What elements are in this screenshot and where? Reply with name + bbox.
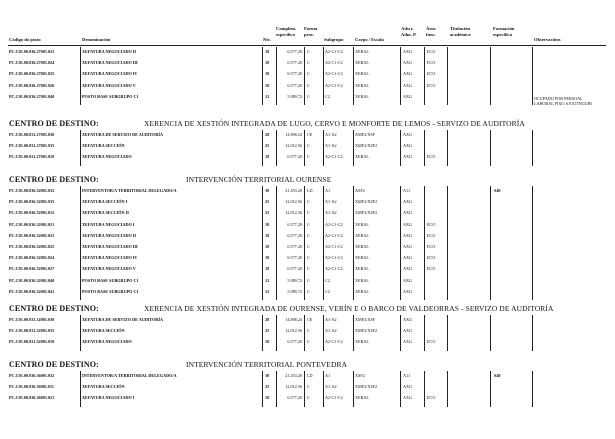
cell-denominacion: XEFATURA NEGOCIADO III [82, 244, 138, 249]
column-rule [304, 130, 305, 166]
column-rule [447, 315, 448, 351]
cell-code: PC.C01.00.036.27001.025 [9, 71, 55, 77]
cell-subgrupo: A2-C1-C2 [325, 60, 343, 66]
column-rule [276, 371, 277, 407]
cell-corpo: XMF2/XSF2 [355, 384, 378, 390]
cell-area: ECO [427, 255, 436, 261]
cell-area: ECO [427, 266, 436, 272]
cell-code: PC.C01.00.036.32001.040 [9, 277, 55, 283]
cell-code: PC.C01.00.036.27001.023 [9, 49, 55, 54]
column-rule [262, 130, 263, 166]
cell-complemento: 12.012,56 [285, 210, 302, 216]
cell-code: PC.C01.00.036.32001.024 [9, 255, 55, 261]
cell-corpo: XSF2 [355, 373, 365, 378]
cell-complemento: 6.577,20 [287, 49, 302, 54]
cell-adscricion: AXG [403, 395, 413, 401]
cell-corpo: XMF2/XSF2 [355, 210, 378, 216]
cell-nivel: 25 [265, 210, 270, 216]
cell-adscricion: AXG [403, 277, 413, 283]
cell-corpo: XERAL [355, 60, 369, 66]
column-rule [400, 371, 401, 407]
cell-complemento: 21.453,20 [285, 188, 302, 193]
section-label: CENTRO DE DESTINO: [9, 360, 99, 369]
cell-nivel: 30 [265, 188, 270, 193]
cell-denominacion: XEFATURA NEGOCIADO [82, 154, 132, 160]
cell-subgrupo: A2-C1-C2 [325, 244, 343, 249]
cell-nivel: 25 [265, 199, 270, 205]
cell-subgrupo: A2-C1-C2 [325, 395, 343, 401]
cell-forma: C [307, 266, 310, 272]
column-rule [490, 130, 491, 166]
cell-nivel: 25 [265, 143, 270, 149]
cell-subgrupo: A2-C1-C2 [325, 49, 343, 54]
cell-adscricion: AXG [403, 221, 413, 227]
cell-nivel: 18 [265, 60, 270, 66]
cell-complemento: 6.577,20 [287, 395, 302, 401]
column-rule [304, 315, 305, 351]
cell-complemento: 6.577,20 [287, 244, 302, 249]
cell-complemento: 6.577,20 [287, 154, 302, 160]
cell-complemento: 14.898,24 [285, 132, 302, 137]
cell-complemento: 6.577,20 [287, 339, 302, 345]
cell-area: ECO [427, 395, 436, 401]
cell-denominacion: XEFATURA NEGOCIADO V [82, 266, 136, 272]
cell-subgrupo: C2 [325, 288, 330, 294]
cell-subgrupo: A2-C1-C2 [325, 266, 343, 272]
column-rule [304, 47, 305, 105]
cell-nivel: 18 [265, 49, 270, 54]
header-corpo: Corpo / Escala [355, 37, 384, 42]
cell-code: PC.C01.00.031.32001.030 [9, 317, 55, 322]
cell-adscricion: AXG [403, 143, 413, 149]
cell-nivel: 18 [265, 71, 270, 77]
column-rule [304, 186, 305, 300]
cell-denominacion: XEFATURA NEGOCIADO V [82, 82, 136, 88]
cell-corpo: XMF2/XSF2 [355, 328, 378, 334]
cell-forma: C [307, 82, 310, 88]
column-rule [80, 315, 81, 351]
cell-subgrupo: A1-A2 [325, 199, 337, 205]
cell-subgrupo: C2 [325, 93, 330, 99]
cell-formacion: S40 [494, 188, 501, 193]
cell-code: PC.C01.00.036.32001.021 [9, 221, 55, 227]
cell-adscricion: AXG [403, 266, 413, 272]
cell-corpo: XMF2/XSF [355, 132, 376, 137]
cell-code: PC.C01.00.036.36001.011 [9, 384, 55, 390]
cell-code: PC.C01.00.036.32001.041 [9, 288, 55, 294]
header-formacion: Formación específica [493, 26, 515, 37]
cell-denominacion: XEFATURA SECCIÓN [82, 143, 125, 149]
cell-adscricion: AXG [403, 60, 413, 66]
column-rule [323, 47, 324, 105]
header-rule [8, 45, 606, 46]
cell-nivel: 25 [265, 328, 270, 334]
cell-subgrupo: A2-C1-C2 [325, 255, 343, 261]
column-rule [490, 371, 491, 407]
cell-nivel: 28 [265, 317, 270, 322]
column-rule [323, 315, 324, 351]
cell-nivel: 18 [265, 82, 270, 88]
column-rule [323, 186, 324, 300]
section-label: CENTRO DE DESTINO: [9, 119, 99, 128]
cell-code: PC.C01.00.036.32001.025 [9, 244, 55, 249]
cell-forma: C [307, 71, 310, 77]
cell-area: ECO [427, 339, 436, 345]
cell-complemento: 6.577,20 [287, 266, 302, 272]
header-observacions: Observacións [534, 37, 561, 42]
column-rule [447, 186, 448, 300]
column-rule [80, 130, 81, 166]
cell-adscricion: AXG [403, 93, 413, 99]
cell-subgrupo: A2-C1-C2 [325, 232, 343, 238]
cell-adscricion: AXG [403, 49, 413, 54]
cell-nivel: 28 [265, 132, 270, 137]
cell-code: PC.C01.00.036.32001.012 [9, 210, 55, 216]
cell-corpo: XERAL [355, 82, 369, 88]
cell-subgrupo: A1-A2 [325, 317, 337, 322]
cell-adscricion: AXG [403, 384, 413, 390]
cell-forma: C [307, 244, 310, 249]
column-rule [490, 186, 491, 300]
header-titulacion: Titulación académica [450, 26, 471, 37]
cell-corpo: XMF2/XSF2 [355, 199, 378, 205]
column-rule [447, 130, 448, 166]
cell-denominacion: XEFATURA NEGOCIADO IV [82, 71, 138, 77]
header-codigo: Código do posto [9, 37, 41, 42]
cell-area: ECO [427, 82, 436, 88]
column-rule [447, 47, 448, 105]
cell-nivel: 18 [265, 232, 270, 238]
cell-denominacion: POSTO BASE SUBGRUPO C1 [82, 288, 139, 294]
cell-nivel: 18 [265, 395, 270, 401]
cell-code: PC.C01.00.036.27001.024 [9, 60, 55, 66]
cell-subgrupo: A1 [325, 373, 331, 378]
header-area: Área func. [426, 26, 436, 37]
cell-corpo: XERAL [355, 154, 369, 160]
cell-corpo: XERAL [355, 232, 369, 238]
cell-adscricion: AXG [403, 232, 413, 238]
column-rule [532, 47, 533, 105]
cell-code: PC.C01.00.036.36001.021 [9, 395, 55, 401]
cell-complemento: 5.089,72 [287, 93, 302, 99]
column-rule [532, 130, 533, 166]
column-rule [276, 130, 277, 166]
cell-code: PC.C01.00.036.27001.040 [9, 93, 55, 99]
cell-code: PC.C01.00.036.32001.023 [9, 232, 55, 238]
cell-forma: C [307, 210, 310, 216]
cell-corpo: XERAL [355, 255, 369, 261]
cell-denominacion: XEFATURA NEGOCIADO [82, 339, 132, 345]
cell-area: ECO [427, 60, 436, 66]
cell-subgrupo: C2 [325, 277, 330, 283]
column-rule [80, 371, 81, 407]
cell-adscricion: AXG [403, 255, 413, 261]
cell-observacions: OCUPADO POR PERSOAL LABORAL FIXO A EXTINGUIR [534, 95, 592, 107]
cell-code: PC.C01.00.036.36001.032 [9, 373, 55, 378]
column-rule [80, 47, 81, 105]
cell-adscricion: AXG [403, 339, 413, 345]
cell-code: PC.C01.00.031.32001.035 [9, 328, 55, 334]
cell-complemento: 6.577,20 [287, 60, 302, 66]
column-rule [353, 47, 354, 105]
cell-corpo: XMF2/XSF2 [355, 143, 378, 149]
cell-denominacion: INTERVENTOR/A TERRITORIAL DELEGADO/A [82, 188, 177, 193]
cell-code: PC.C01.00.036.32001.035 [9, 199, 55, 205]
cell-nivel: 12 [265, 277, 270, 283]
cell-nivel: 18 [265, 266, 270, 272]
cell-denominacion: XEFATURA NEGOCIADO II [82, 232, 137, 238]
column-rule [532, 371, 533, 407]
cell-adscricion: AXG [403, 71, 413, 77]
cell-denominacion: XEFATURA NEGOCIADO IV [82, 255, 138, 261]
column-rule [424, 371, 425, 407]
header-adscricion: Adscr. Adm. P. [401, 26, 417, 37]
cell-forma: C [307, 232, 310, 238]
cell-denominacion: XEFATURA SECCIÓN II [82, 210, 129, 216]
cell-denominacion: XEFATURA DE SERVIZO DE AUDITORÍA [82, 132, 164, 137]
column-rule [424, 186, 425, 300]
column-rule [80, 186, 81, 300]
cell-forma: C [307, 49, 310, 54]
cell-corpo: XERAL [355, 288, 369, 294]
cell-forma: C [307, 328, 310, 334]
cell-forma: C [307, 277, 310, 283]
cell-code: PC.C01.00.031.27001.030 [9, 132, 55, 137]
cell-code: PC.C01.00.036.32001.027 [9, 266, 55, 272]
column-rule [532, 315, 533, 351]
cell-complemento: 5.089,72 [287, 288, 302, 294]
cell-corpo: XERAL [355, 93, 369, 99]
cell-corpo: XERAL [355, 339, 369, 345]
cell-code: PC.C01.00.031.27001.010 [9, 154, 55, 160]
column-rule [424, 130, 425, 166]
cell-subgrupo: A1-A2 [325, 328, 337, 334]
column-rule [424, 47, 425, 105]
cell-complemento: 12.012,56 [285, 384, 302, 390]
cell-denominacion: XEFATURA NEGOCIADO I [82, 221, 135, 227]
cell-code: PC.C01.00.031.32001.010 [9, 339, 55, 345]
cell-complemento: 6.577,20 [287, 71, 302, 77]
cell-subgrupo: A1-A2 [325, 210, 337, 216]
header-complemento: Complem. específico [276, 26, 297, 37]
cell-corpo: XERAL [355, 395, 369, 401]
cell-nivel: 30 [265, 373, 270, 378]
cell-denominacion: XEFATURA NEGOCIADO III [82, 60, 138, 66]
cell-denominacion: XEFATURA SECCIÓN [82, 384, 125, 390]
section-title: INTERVENCIÓN TERRITORIAL OURENSE [186, 175, 332, 184]
cell-subgrupo: A2-C1-C2 [325, 339, 343, 345]
column-rule [532, 186, 533, 300]
section-label: CENTRO DE DESTINO: [9, 175, 99, 184]
cell-complemento: 14.898,24 [285, 317, 302, 322]
cell-subgrupo: A2-C1-C2 [325, 154, 343, 160]
cell-complemento: 6.577,20 [287, 255, 302, 261]
column-rule [262, 371, 263, 407]
cell-adscricion: AXG [403, 210, 413, 216]
cell-corpo: XERAL [355, 71, 369, 77]
cell-complemento: 6.577,20 [287, 221, 302, 227]
cell-corpo: XMF2/XSF [355, 317, 376, 322]
cell-forma: LD [307, 373, 313, 378]
cell-nivel: 18 [265, 221, 270, 227]
cell-nivel: 12 [265, 288, 270, 294]
cell-nivel: 25 [265, 384, 270, 390]
column-rule [276, 47, 277, 105]
cell-corpo: XSF2 [355, 188, 365, 193]
column-rule [353, 186, 354, 300]
cell-nivel: 18 [265, 244, 270, 249]
header-denominacion: Denominación [82, 37, 111, 42]
column-rule [490, 47, 491, 105]
header-subgrupo: Subgrupo [324, 37, 344, 42]
cell-forma: C [307, 143, 310, 149]
cell-corpo: XERAL [355, 244, 369, 249]
cell-denominacion: POSTO BASE SUBGRUPO C1 [82, 93, 139, 99]
cell-denominacion: POSTO BASE SUBGRUPO C1 [82, 277, 139, 283]
section-title: XERENCIA DE XESTIÓN INTEGRADA DE LUGO, CERVO E MONFORTE DE LEMOS - SERVIZO DE AUDITORÍA [144, 119, 525, 128]
cell-area: ECO [427, 221, 436, 227]
column-rule [323, 371, 324, 407]
cell-complemento: 12.012,56 [285, 328, 302, 334]
cell-forma: CE [307, 132, 313, 137]
section-title: INTERVENCIÓN TERRITORIAL PONTEVEDRA [186, 360, 348, 369]
cell-nivel: 18 [265, 255, 270, 261]
cell-forma: C [307, 154, 310, 160]
cell-area: ECO [427, 71, 436, 77]
cell-adscricion: AXG [403, 154, 413, 160]
column-rule [262, 47, 263, 105]
column-rule [490, 315, 491, 351]
cell-complemento: 6.577,20 [287, 82, 302, 88]
cell-subgrupo: A1-A2 [325, 384, 337, 390]
cell-code: PC.C01.00.036.27001.026 [9, 82, 55, 88]
cell-corpo: XERAL [355, 221, 369, 227]
cell-subgrupo: A1 [325, 188, 331, 193]
cell-adscricion: AXG [403, 244, 413, 249]
cell-nivel: 18 [265, 154, 270, 160]
cell-area: ECO [427, 154, 436, 160]
cell-forma: C [307, 384, 310, 390]
column-rule [353, 130, 354, 166]
cell-adscricion: AXG [403, 82, 413, 88]
cell-area: ECO [427, 49, 436, 54]
cell-subgrupo: A1-A2 [325, 132, 337, 137]
column-rule [262, 315, 263, 351]
cell-area: ECO [427, 244, 436, 249]
cell-forma: C [307, 339, 310, 345]
cell-forma: C [307, 221, 310, 227]
cell-forma: C [307, 288, 310, 294]
cell-subgrupo: A2-C1-C2 [325, 82, 343, 88]
cell-code: PC.C01.00.036.32001.032 [9, 188, 55, 193]
column-rule [262, 186, 263, 300]
cell-area: ECO [427, 232, 436, 238]
header-nivel: Nív. [263, 37, 271, 42]
cell-nivel: 12 [265, 93, 270, 99]
cell-complemento: 21.453,20 [285, 373, 302, 378]
cell-complemento: 12.012,56 [285, 143, 302, 149]
cell-adscricion: A11 [403, 188, 411, 193]
section-title: XERENCIA DE XESTIÓN INTEGRADA DE OURENSE, VERÍN E O BARCO DE VALDEORRAS - SERVIZO DE AUDITORÍA [144, 304, 554, 313]
cell-forma: C [307, 395, 310, 401]
cell-forma: LD [307, 188, 313, 193]
cell-adscricion: A11 [403, 373, 411, 378]
cell-adscricion: AXG [403, 132, 413, 137]
cell-denominacion: XEFATURA NEGOCIADO I [82, 395, 135, 401]
cell-adscricion: AXG [403, 199, 413, 205]
cell-denominacion: INTERVENTOR/A TERRITORIAL DELEGADO/A [82, 373, 177, 378]
cell-complemento: 5.089,72 [287, 277, 302, 283]
column-rule [400, 130, 401, 166]
cell-code: PC.C01.00.031.27001.035 [9, 143, 55, 149]
column-rule [400, 47, 401, 105]
cell-adscricion: AXG [403, 317, 413, 322]
column-rule [276, 315, 277, 351]
column-rule [353, 315, 354, 351]
cell-subgrupo: A2-C1-C2 [325, 71, 343, 77]
cell-forma: CE [307, 317, 313, 322]
cell-corpo: XERAL [355, 266, 369, 272]
cell-nivel: 18 [265, 339, 270, 345]
cell-forma: C [307, 60, 310, 66]
cell-forma: C [307, 93, 310, 99]
cell-complemento: 12.012,56 [285, 199, 302, 205]
cell-subgrupo: A1-A2 [325, 143, 337, 149]
cell-corpo: XERAL [355, 277, 369, 283]
cell-corpo: XERAL [355, 49, 369, 54]
cell-denominacion: XEFATURA DE SERVIZO DE AUDITORÍA [82, 317, 164, 322]
column-rule [400, 186, 401, 300]
cell-formacion: S40 [494, 373, 501, 378]
cell-denominacion: XEFATURA SECCIÓN I [82, 199, 128, 205]
cell-denominacion: XEFATURA NEGOCIADO II [82, 49, 137, 54]
cell-adscricion: AXG [403, 288, 413, 294]
column-rule [353, 371, 354, 407]
cell-denominacion: XEFATURA SECCIÓN [82, 328, 125, 334]
cell-subgrupo: A2-C1-C2 [325, 221, 343, 227]
column-rule [276, 186, 277, 300]
cell-complemento: 6.577,20 [287, 232, 302, 238]
cell-forma: C [307, 199, 310, 205]
column-rule [400, 315, 401, 351]
column-rule [424, 315, 425, 351]
header-forma: Forma prov. [304, 26, 318, 37]
cell-adscricion: AXG [403, 328, 413, 334]
column-rule [304, 371, 305, 407]
cell-forma: C [307, 255, 310, 261]
column-rule [447, 371, 448, 407]
column-rule [323, 130, 324, 166]
section-label: CENTRO DE DESTINO: [9, 304, 99, 313]
